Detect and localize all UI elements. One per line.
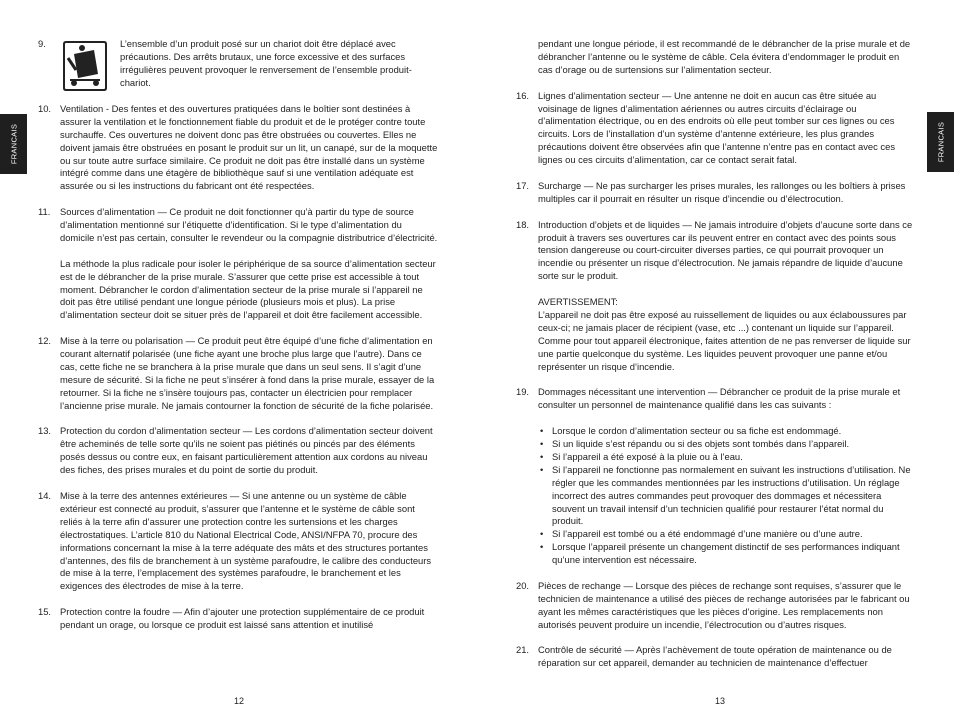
- instruction-item-15: [38, 606, 438, 632]
- instruction-item-14: [38, 490, 438, 593]
- language-label: FRANCAIS: [936, 121, 945, 163]
- cart-tipover-warning-icon: [60, 40, 110, 92]
- item-text: Dommages nécessitant une intervention — Débrancher ce produit de la prise murale et consulter un personnel de maintenance qualifié dans les cas suivants :: [538, 386, 901, 411]
- instruction-item-20: [516, 580, 916, 632]
- language-tab-left: [0, 114, 27, 174]
- item-text-2: La méthode la plus radicale pour isoler le périphérique de sa source d’alimentation secteur est de le débrancher de la prise murale. S’assurer que cette prise est accessible à tout moment. Débrancher le cordon d’alimentation secteur de la prise murale si l’appareil ne doit pas être utilisé pendant une longue période (plusieurs mois et plus). La prise d’alimentation secteur doit se situer près de l’appareil et doit être facilement accessible.: [60, 257, 436, 321]
- item-text: Mise à la terre ou polarisation — Ce produit peut être équipé d’une fiche d’alimentation en courant alternatif polarisée (une fiche ayant une broche plus large que l’autre). Dans ce cas, cette fiche ne se branchera à la prise murale que dans un seul sens. Il s’agit d’une mesure de sécurité. Si la fiche ne peut s’insérer à fond dans la prise murale, essayer de la retourner. Si la fiche ne s’insère toujours pas, contacter un électricien pour remplacer l’ancienne prise murale. Ne jamais contourner la fonction de sécurité de la fiche polarisée.: [60, 335, 435, 411]
- instruction-item-18: [516, 219, 916, 374]
- item-text: Introduction d’objets et de liquides — Ne jamais introduire d’objets d’aucune sorte dans ce produit à travers ses ouvertures car ils peuvent entrer en contact avec des points sous tension dangereuse ou court-circuiter diverses parties, ce qui pourrait provoquer un incendie ou présenter un risque d’électrocution. Ne jamais répandre de liquide d’aucune sorte sur le produit.: [538, 218, 913, 282]
- item-number: 16.: [516, 89, 530, 101]
- item-text: Surcharge — Ne pas surcharger les prises murales, les rallonges ou les boîtiers à prises multiples car il pourrait en résulter un risque d’incendie ou d’électrocution.: [538, 179, 906, 204]
- instruction-item-19: [516, 386, 916, 567]
- item-number: 12.: [38, 335, 52, 347]
- item-text: Contrôle de sécurité — Après l’achèvement de toute opération de maintenance ou de réparation sur cet appareil, demander au technicien de maintenance d’effectuer: [538, 644, 892, 669]
- list-item: • Si l’appareil ne fonctionne pas normalement en suivant les instructions d’utilisation. Ne régler que les commandes mentionnées par les instructions d’utilisation. Un réglage incorrect des autres commandes peut provoquer des dommages et nécessitera souvent un travail intensif d’un technicien qualifié pour restaurer l’état normal du produit.: [538, 464, 916, 529]
- list-item: • Lorsque l’appareil présente un changement distinctif de ses performances indiquant qu’une intervention est nécessaire.: [538, 541, 916, 567]
- language-tab-right: [927, 112, 954, 172]
- instruction-item-21: [516, 644, 916, 670]
- continuation-item-15: [516, 38, 916, 77]
- list-item: • Lorsque le cordon d’alimentation secteur ou sa fiche est endommagé.: [538, 425, 916, 438]
- item-number: 9.: [38, 38, 46, 49]
- list-item: • Si l’appareil a été exposé à la pluie ou à l’eau.: [538, 451, 916, 464]
- instruction-item-17: [516, 180, 916, 206]
- page-number-right: 13: [715, 696, 726, 706]
- right-column: [516, 38, 916, 683]
- item-text: Lignes d’alimentation secteur — Une antenne ne doit en aucun cas être située au voisinage de lignes d’alimentation aériennes ou autres circuits d’éclairage ou d’alimentation électrique, ou en des endroits où elle peut tomber sur ces lignes ou ces circuits. Lors de l’installation d’un système d’antenne extérieure, les plus grandes précautions doivent être observées afin que l’antenne n’entre pas en contact avec ces lignes ou ces circuits d’alimentation, car ce contact serait fatal.: [538, 89, 896, 166]
- item-text: L’ensemble d’un produit posé sur un chariot doit être déplacé avec précautions. Des arrêts brutaux, une force excessive et des surfaces irrégulières peuvent provoquer le renversement de l’ensemble produit-chariot.: [120, 38, 412, 88]
- instruction-item-10: [38, 103, 438, 193]
- continuation-text: pendant une longue période, il est recommandé de le débrancher de la prise murale et de débrancher l’antenne ou le système de câble. Cela évitera d’endommager le produit en cas d’orage ou de surtensions sur l’alimentation secteur.: [538, 38, 911, 75]
- instruction-item-9: [38, 38, 438, 90]
- item-number: 11.: [38, 206, 51, 218]
- item-text: Ventilation - Des fentes et des ouvertures pratiquées dans le boîtier sont destinées à assurer la ventilation et le fonctionnement fiable du produit et de le protéger contre toute surchauffe. Ces ouvertures ne doivent donc pas être obstruées ou couvertes. Elles ne doivent jamais être obstruées en posant le produit sur un lit, un canapé, sur de la moquette ou sur toute autre surface similaire. Ce produit ne doit pas être installé dans un système intégré comme dans une étagère de bibliothèque sauf si une ventilation adéquate est assurée ou si les instructions du fabricant ont été respectées.: [60, 102, 438, 192]
- warning-text: AVERTISSEMENT: L’appareil ne doit pas être exposé au ruissellement de liquides ou aux éclaboussures par ceux-ci; ne jamais placer de récipient (vase, etc ...) contenant un liquide sur l’appareil. Comme pour tout appareil électronique, faites attention de ne pas renverser de liquide sur une partie quelconque du système. Les liquides peuvent provoquer une panne et/ou représenter un risque d’incendie.: [538, 296, 911, 372]
- item-number: 10.: [38, 102, 52, 114]
- item-number: 13.: [38, 425, 52, 437]
- instruction-item-16: [516, 90, 916, 167]
- instruction-item-11: [38, 206, 438, 322]
- item-number: 17.: [516, 179, 530, 191]
- item-number: 21.: [516, 644, 530, 656]
- item-number: 20.: [516, 579, 530, 591]
- damage-cases-list: [538, 425, 916, 567]
- item-number: 19.: [516, 386, 530, 398]
- item-number: 18.: [516, 218, 530, 230]
- item-number: 14.: [38, 490, 52, 501]
- item-text: Mise à la terre des antennes extérieures — Si une antenne ou un système de câble extérieur est connecté au produit, s’assurer que l’antenne et le système de câble sont reliés à la terre afin d’assurer une protection contre les surtensions et les charges électrostatiques. L’article 810 du National Electrical Code, ANSI/NFPA 70, procure des informations concernant la mise à la terre adéquate des mâts et des structures portantes d’antennes, des fils de branchement à un système parafoudre, le calibre des conducteurs de mise à la terre, l’emplacement des systèmes parafoudre, le branchement et les exigences des électrodes de mise à la terre.: [60, 490, 432, 592]
- instruction-item-13: [38, 425, 438, 477]
- left-column: [38, 38, 438, 645]
- right-page: [477, 0, 954, 724]
- instruction-item-12: [38, 335, 438, 412]
- item-text: Protection contre la foudre — Afin d’ajouter une protection supplémentaire de ce produit pendant un orage, ou lorsque ce produit est laissé sans attention et inutilisé: [60, 606, 425, 631]
- language-label: FRANCAIS: [9, 123, 18, 165]
- item-text: Sources d’alimentation — Ce produit ne doit fonctionner qu’à partir du type de source d’alimentation mentionné sur l’étiquette d’identification. Si le type d’alimentation du domicile n’est pas certain, consulter le revendeur ou la compagnie distributrice d’électricité.: [60, 206, 438, 243]
- item-number: 15.: [38, 606, 52, 618]
- list-item: • Si un liquide s’est répandu ou si des objets sont tombés dans l’appareil.: [538, 438, 916, 451]
- page-number-left: 12: [234, 696, 245, 706]
- item-text: Pièces de rechange — Lorsque des pièces de rechange sont requises, s’assurer que le technicien de maintenance a utilisé des pièces de rechange autorisées par le fabricant ou ayant les mêmes caractéristiques que les pièces d’origine. Les remplacements non autorisés peuvent produire un incendie, l’électrocution ou d’autres risques.: [538, 579, 910, 630]
- item-text: Protection du cordon d’alimentation secteur — Les cordons d’alimentation secteur doivent être acheminés de telle sorte qu’ils ne soient pas piétinés ou pincés par des éléments posés dessus ou contre eux, en faisant particulièrement attention aux cordons au niveau des fiches, des prises murales et du point de sortie du produit.: [60, 425, 433, 476]
- list-item: • Si l’appareil est tombé ou a été endommagé d’une manière ou d’une autre.: [538, 528, 916, 541]
